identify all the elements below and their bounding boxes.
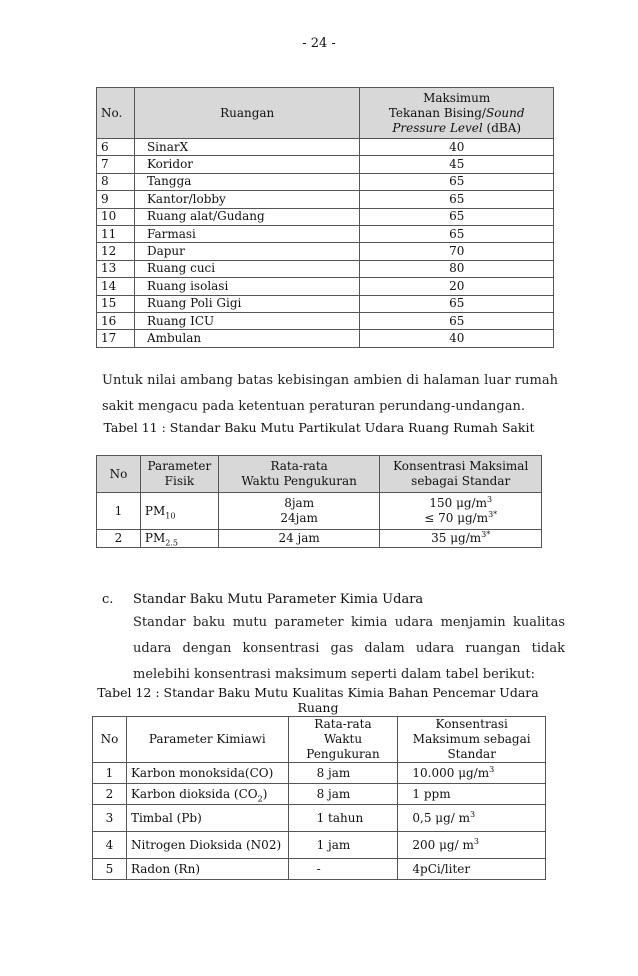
chemical-table-body — [93, 763, 546, 880]
header-rata-rata: Rata-rata Waktu Pengukuran — [288, 717, 398, 763]
row-no: 15 — [97, 295, 135, 312]
row-time: 1 tahun — [288, 805, 398, 832]
row-parameter: Radon (Rn) — [126, 859, 288, 880]
chemical-table-header — [93, 717, 546, 763]
table-row — [97, 208, 554, 225]
row-parameter: Timbal (Pb) — [126, 805, 288, 832]
table11-caption: Tabel 11 : Standar Baku Mutu Partikulat Udara Ruang Rumah Sakit — [103, 420, 535, 435]
row-concentration: 10.000 $\mu g/m^3$ — [398, 763, 546, 784]
table-row: 1 $PM_{10}$ 8jam 24jam 150 $\mu g/m^3$ ≤ 70 $\mu g/m^{3*}$ — [97, 493, 542, 530]
header-konsentrasi: Konsentrasi Maksimal sebagai Standar — [380, 456, 542, 493]
table-row — [97, 243, 554, 260]
row-no: 11 — [97, 225, 135, 242]
header-parameter: Parameter Kimiawi — [126, 717, 288, 763]
paragraph-ambient-noise: Untuk nilai ambang batas kebisingan ambien di halaman luar rumah sakit mengacu pada ketentuan peraturan perundang-undangan. — [102, 373, 558, 414]
row-no: 1 — [93, 763, 127, 784]
header-no: No. — [97, 88, 135, 139]
row-value: 70 — [360, 243, 554, 260]
table-row — [97, 260, 554, 277]
row-value: 65 — [360, 173, 554, 190]
paragraph-chemical: Standar baku mutu parameter kimia udara menjamin kualitas udara dengan konsentrasi gas dalam udara ruangan tidak melebihi konsentrasi maksimum seperti dalam tabel berikut: — [133, 615, 565, 682]
row-value: 65 — [360, 225, 554, 242]
row-no: 6 — [97, 139, 135, 156]
row-ruangan: Koridor — [134, 156, 359, 173]
table-row — [97, 295, 554, 312]
row-concentration: 4pCi/liter — [398, 859, 546, 880]
header-ruangan: Ruangan — [134, 88, 359, 139]
row-parameter: Karbon dioksida $(CO_2)$ — [126, 784, 288, 805]
row-no: 12 — [97, 243, 135, 260]
section-letter: c. — [102, 592, 114, 607]
row-time: 8 jam — [288, 763, 398, 784]
row-concentration: 1 ppm — [398, 784, 546, 805]
row-no: 8 — [97, 173, 135, 190]
table-row — [97, 156, 554, 173]
row-time: 1 jam — [288, 832, 398, 859]
row-value: 65 — [360, 295, 554, 312]
table-row — [93, 784, 546, 805]
row-no: 2 — [93, 784, 127, 805]
chemical-table — [92, 716, 546, 880]
header-no: No — [93, 717, 127, 763]
noise-table-header — [97, 88, 554, 139]
table-row — [93, 763, 546, 784]
row-time: 8 jam — [288, 784, 398, 805]
row-concentration: 0,5 μg/ $m^3$ — [398, 805, 546, 832]
row-ruangan: Ruang cuci — [134, 260, 359, 277]
row-ruangan: SinarX — [134, 139, 359, 156]
section-title: Standar Baku Mutu Parameter Kimia Udara — [133, 592, 424, 607]
row-no: 3 — [93, 805, 127, 832]
section-c-heading — [102, 592, 423, 607]
row-parameter: Nitrogen Dioksida (N02) — [126, 832, 288, 859]
row-no: 10 — [97, 208, 135, 225]
noise-table — [96, 87, 554, 348]
table-row — [97, 139, 554, 156]
row-no: 5 — [93, 859, 127, 880]
row-value: 65 — [360, 208, 554, 225]
header-maksimum: Maksimum Tekanan Bising/Sound Pressure Level (dBA) — [360, 88, 554, 139]
row-no: 14 — [97, 278, 135, 295]
row-value: 40 — [360, 330, 554, 347]
row-parameter: Karbon monoksida(CO) — [126, 763, 288, 784]
table-row — [97, 278, 554, 295]
row-no: 13 — [97, 260, 135, 277]
particulate-table-header — [97, 456, 542, 493]
header-no: No — [97, 456, 141, 493]
table-row — [97, 191, 554, 208]
row-time: - — [288, 859, 398, 880]
row-ruangan: Farmasi — [134, 225, 359, 242]
row-value: 65 — [360, 312, 554, 329]
row-value: 45 — [360, 156, 554, 173]
table-row — [93, 832, 546, 859]
table-row — [97, 312, 554, 329]
row-ruangan: Ruang ICU — [134, 312, 359, 329]
row-value: 65 — [360, 191, 554, 208]
row-ruangan: Ambulan — [134, 330, 359, 347]
row-concentration: 200 μg/ $m^3$ — [398, 832, 546, 859]
row-no: 7 — [97, 156, 135, 173]
table-row — [93, 805, 546, 832]
table-row — [97, 225, 554, 242]
row-no: 16 — [97, 312, 135, 329]
table-row — [97, 173, 554, 190]
row-ruangan: Ruang isolasi — [134, 278, 359, 295]
row-ruangan: Tangga — [134, 173, 359, 190]
page-number: - 24 - — [302, 36, 336, 51]
header-konsentrasi: Konsentrasi Maksimum sebagai Standar — [398, 717, 546, 763]
header-parameter: Parameter Fisik — [140, 456, 218, 493]
row-ruangan: Kantor/lobby — [134, 191, 359, 208]
row-no: 17 — [97, 330, 135, 347]
row-value: 20 — [360, 278, 554, 295]
table12-caption: Tabel 12 : Standar Baku Mutu Kualitas Kimia Bahan Pencemar Udara Ruang — [97, 685, 539, 715]
row-ruangan: Ruang alat/Gudang — [134, 208, 359, 225]
row-value: 40 — [360, 139, 554, 156]
row-value: 80 — [360, 260, 554, 277]
row-no: 4 — [93, 832, 127, 859]
table-row: 2 $PM_{2.5}$ 24 jam 35 $\mu g/m^{3*}$ — [97, 530, 542, 548]
noise-table-body — [97, 139, 554, 348]
particulate-table — [96, 455, 542, 548]
row-ruangan: Ruang Poli Gigi — [134, 295, 359, 312]
table-row — [97, 330, 554, 347]
row-no: 9 — [97, 191, 135, 208]
header-rata-rata: Rata-rata Waktu Pengukuran — [218, 456, 380, 493]
row-ruangan: Dapur — [134, 243, 359, 260]
table-row — [93, 859, 546, 880]
